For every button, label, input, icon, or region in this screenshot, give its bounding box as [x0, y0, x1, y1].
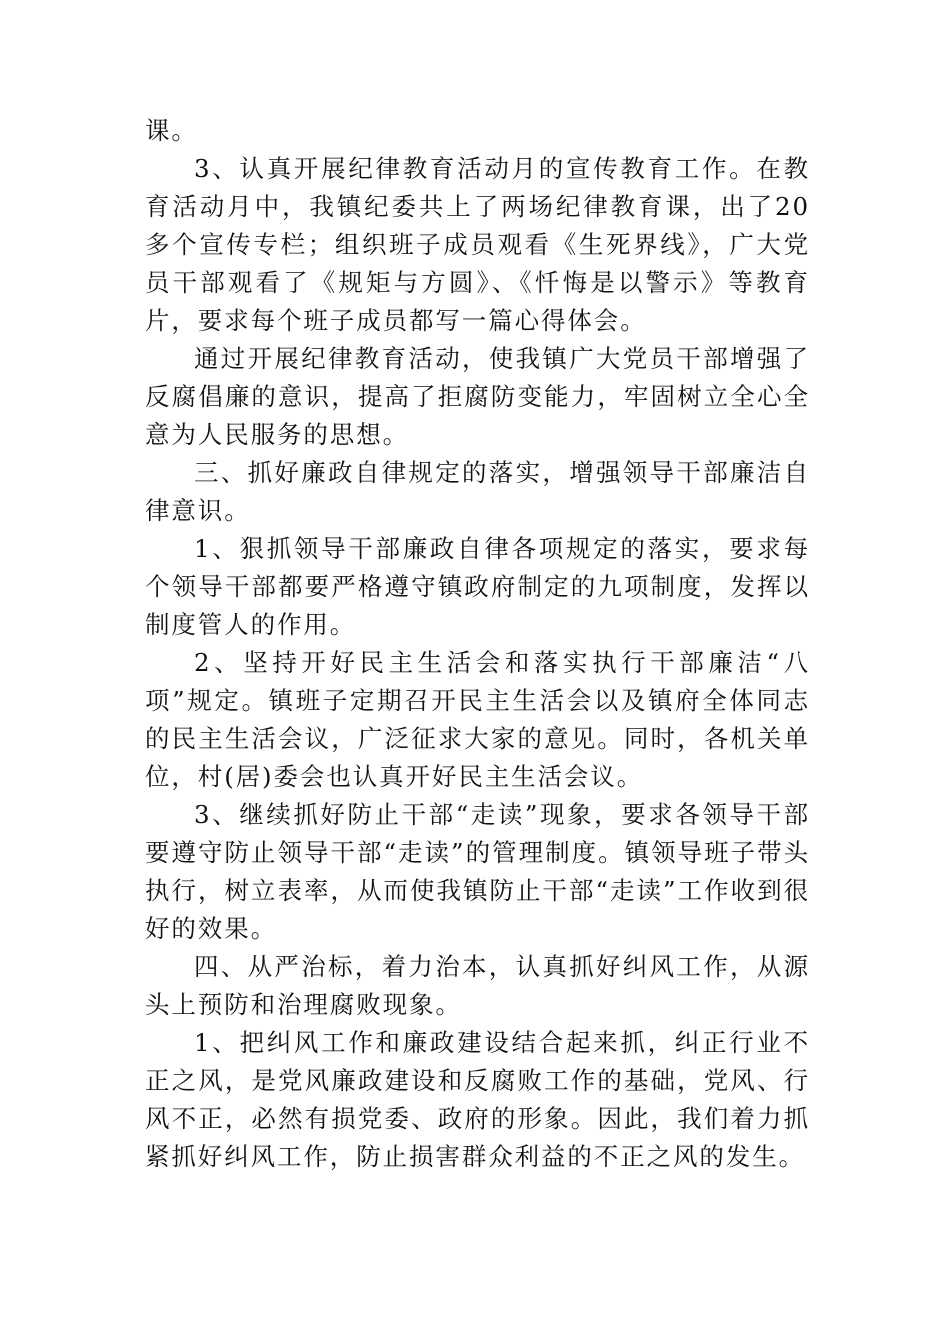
- paragraph-continuation: 课。: [145, 116, 198, 145]
- paragraph-education-result: 通过开展纪律教育活动，使我镇广大党员干部增强了反腐倡廉的意识，提高了拒腐防变能力，牢固树立全心全意为人民服务的思想。: [145, 344, 810, 449]
- paragraph-democratic-life: 2、坚持开好民主生活会和落实执行干部廉洁“八项”规定。镇班子定期召开民主生活会以及镇府全体同志的民主生活会议，广泛征求大家的意见。同时，各机关单位，村(居)委会也认真开好民主生活会议。: [145, 648, 810, 791]
- document-body: [145, 112, 810, 1176]
- section-heading-four: 四、从严治标，着力治本，认真抓好纠风工作，从源头上预防和治理腐败现象。: [145, 952, 810, 1019]
- section-heading-three: 三、抓好廉政自律规定的落实，增强领导干部廉洁自律意识。: [145, 458, 810, 525]
- paragraph-correction: 1、把纠风工作和廉政建设结合起来抓，纠正行业不正之风，是党风廉政建设和反腐败工作的基础，党风、行风不正，必然有损党委、政府的形象。因此，我们着力抓紧抓好纠风工作，防止损害群众利益的不正之风的发生。: [145, 1028, 810, 1171]
- paragraph-self-discipline: 1、狠抓领导干部廉政自律各项规定的落实，要求每个领导干部都要严格遵守镇政府制定的九项制度，发挥以制度管人的作用。: [145, 534, 810, 639]
- paragraph-commuting: 3、继续抓好防止干部“走读”现象，要求各领导干部要遵守防止领导干部“走读”的管理制度。镇领导班子带头执行，树立表率，从而使我镇防止干部“走读”工作收到很好的效果。: [145, 800, 810, 943]
- paragraph-discipline-month: 3、认真开展纪律教育活动月的宣传教育工作。在教育活动月中，我镇纪委共上了两场纪律教育课，出了20多个宣传专栏；组织班子成员观看《生死界线》，广大党员干部观看了《规矩与方圆》、《忏悔是以警示》等教育片，要求每个班子成员都写一篇心得体会。: [145, 154, 810, 335]
